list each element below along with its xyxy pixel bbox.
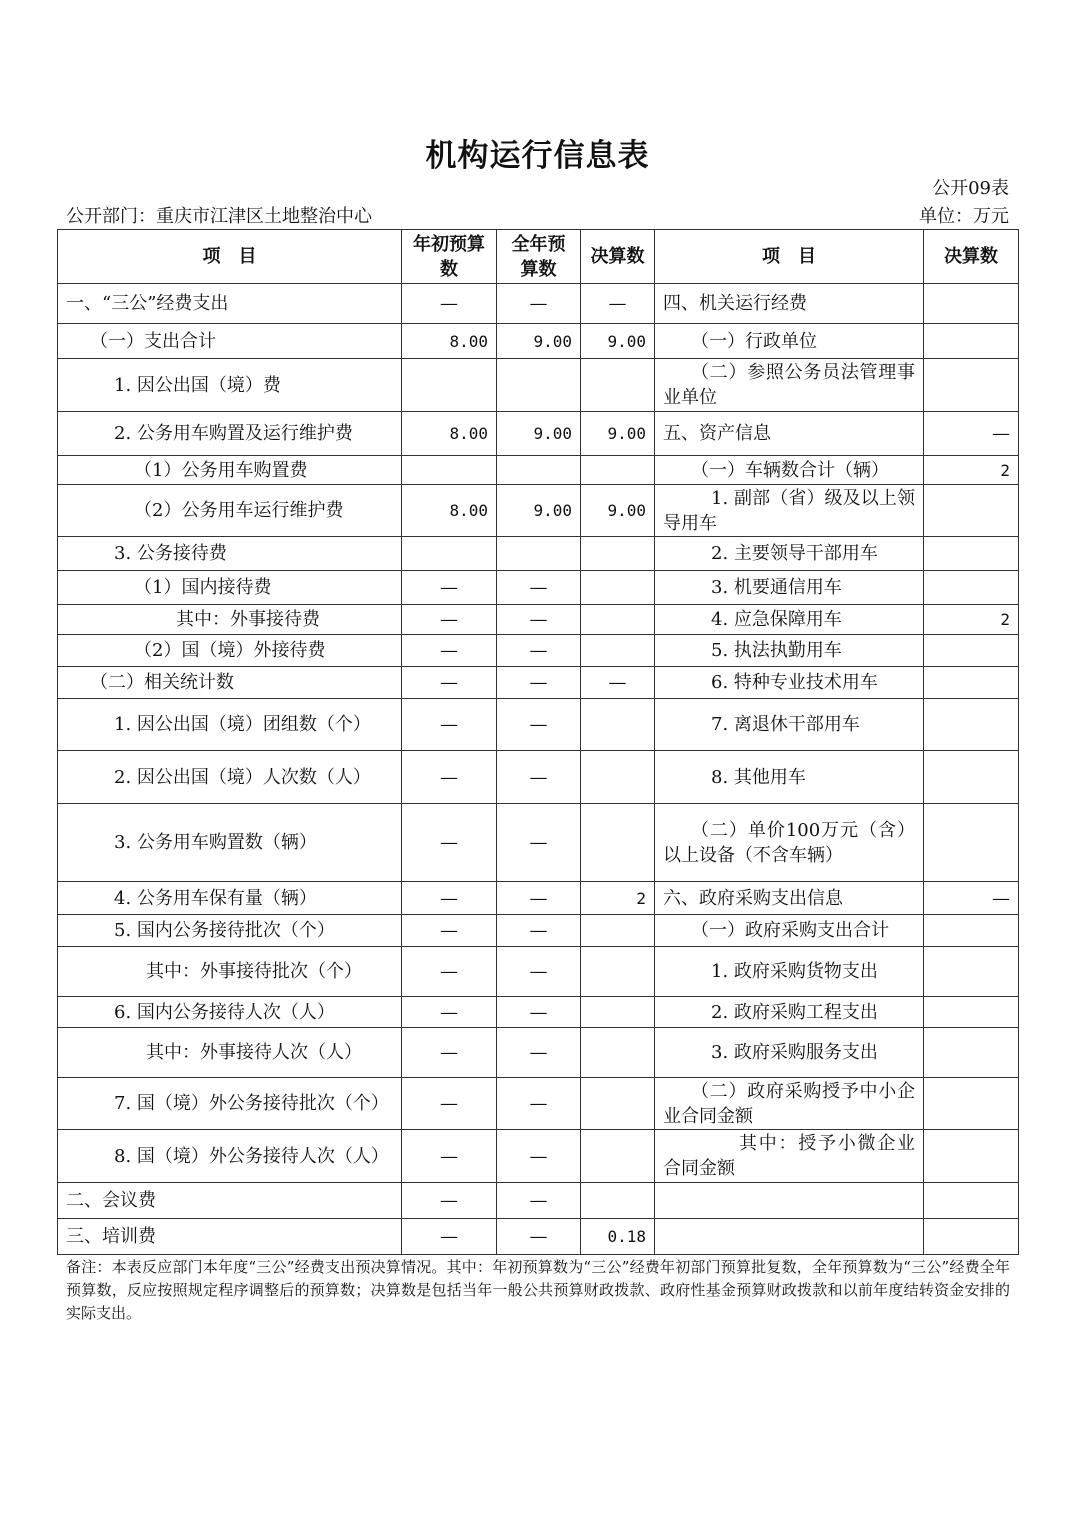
row-label: 2. 因公出国（境）人次数（人） [58, 751, 402, 804]
right-label: 1. 副部（省）级及以上领导用车 [655, 485, 924, 537]
right-value [924, 751, 1019, 804]
right-value: — [924, 412, 1019, 456]
row-label: 5. 国内公务接待批次（个） [58, 915, 402, 947]
page-title: 机构运行信息表 [425, 138, 650, 174]
table-row [58, 1130, 1019, 1183]
table-row [58, 605, 1019, 635]
final-cell [581, 915, 655, 947]
initial-budget-cell [402, 456, 497, 485]
row-label: 1. 因公出国（境）费 [58, 359, 402, 412]
full-budget-cell: — [497, 947, 581, 997]
full-budget-cell: — [497, 997, 581, 1028]
row-label: 8. 国（境）外公务接待人次（人） [58, 1130, 402, 1183]
table-row [58, 947, 1019, 997]
final-cell [581, 605, 655, 635]
right-value [924, 324, 1019, 359]
row-label: （2）国（境）外接待费 [58, 635, 402, 667]
initial-budget-cell: — [402, 882, 497, 915]
info-table [57, 229, 1019, 1255]
right-value [924, 635, 1019, 667]
right-label: （二）政府采购授予中小企业合同金额 [655, 1078, 924, 1130]
right-label: 五、资产信息 [655, 412, 924, 456]
row-label: 4. 公务用车保有量（辆） [58, 882, 402, 915]
initial-budget-cell: — [402, 804, 497, 882]
header-row [58, 230, 1019, 284]
final-cell [581, 947, 655, 997]
table-row [58, 412, 1019, 456]
right-value [924, 1130, 1019, 1183]
right-label: （二）参照公务员法管理事业单位 [655, 359, 924, 412]
right-value: 2 [924, 605, 1019, 635]
final-cell: 9.00 [581, 485, 655, 537]
table-row [58, 699, 1019, 751]
final-cell: 9.00 [581, 412, 655, 456]
final-cell [581, 635, 655, 667]
row-label: （2）公务用车运行维护费 [58, 485, 402, 537]
initial-budget-cell [402, 359, 497, 412]
initial-budget-cell: 8.00 [402, 485, 497, 537]
final-cell [581, 456, 655, 485]
full-budget-cell: — [497, 1183, 581, 1219]
right-label [655, 1183, 924, 1219]
full-budget-cell: — [497, 635, 581, 667]
initial-budget-cell: — [402, 1183, 497, 1219]
header-full-budget: 全年预算数 [497, 230, 581, 284]
initial-budget-cell: — [402, 605, 497, 635]
final-cell: — [581, 284, 655, 324]
full-budget-cell: — [497, 284, 581, 324]
right-value [924, 485, 1019, 537]
final-cell [581, 751, 655, 804]
initial-budget-cell: — [402, 699, 497, 751]
right-label: 其中：授予小微企业合同金额 [655, 1130, 924, 1183]
right-label: 5. 执法执勤用车 [655, 635, 924, 667]
table-row [58, 1219, 1019, 1255]
full-budget-cell [497, 456, 581, 485]
right-label: 2. 主要领导干部用车 [655, 537, 924, 571]
full-budget-cell: 9.00 [497, 485, 581, 537]
initial-budget-cell: — [402, 915, 497, 947]
table-row [58, 751, 1019, 804]
header-initial-budget: 年初预算数 [402, 230, 497, 284]
right-label: 2. 政府采购工程支出 [655, 997, 924, 1028]
table-row [58, 537, 1019, 571]
initial-budget-cell: — [402, 571, 497, 605]
full-budget-cell: — [497, 571, 581, 605]
right-value [924, 284, 1019, 324]
initial-budget-cell: — [402, 667, 497, 699]
full-budget-cell [497, 359, 581, 412]
unit-label: 单位：万元 [919, 206, 1009, 227]
right-label: 六、政府采购支出信息 [655, 882, 924, 915]
header-item-right: 项 目 [655, 230, 924, 284]
final-cell [581, 699, 655, 751]
right-label: 1. 政府采购货物支出 [655, 947, 924, 997]
full-budget-cell: — [497, 1130, 581, 1183]
final-cell [581, 1130, 655, 1183]
right-value [924, 804, 1019, 882]
row-label: 二、会议费 [58, 1183, 402, 1219]
initial-budget-cell: — [402, 635, 497, 667]
initial-budget-cell: — [402, 284, 497, 324]
final-cell: 9.00 [581, 324, 655, 359]
row-label: 7. 国（境）外公务接待批次（个） [58, 1078, 402, 1130]
right-label: （二）单价100万元（含）以上设备（不含车辆） [655, 804, 924, 882]
initial-budget-cell: — [402, 947, 497, 997]
right-label: （一）车辆数合计（辆） [655, 456, 924, 485]
initial-budget-cell: — [402, 751, 497, 804]
table-row [58, 284, 1019, 324]
final-cell [581, 1183, 655, 1219]
full-budget-cell: — [497, 667, 581, 699]
right-label: 四、机关运行经费 [655, 284, 924, 324]
final-cell [581, 571, 655, 605]
full-budget-cell: — [497, 605, 581, 635]
right-label: 8. 其他用车 [655, 751, 924, 804]
table-row [58, 571, 1019, 605]
row-label: 其中：外事接待批次（个） [58, 947, 402, 997]
initial-budget-cell [402, 537, 497, 571]
table-row [58, 1078, 1019, 1130]
table-row [58, 667, 1019, 699]
right-value [924, 947, 1019, 997]
footnote: 备注：本表反应部门本年度“三公”经费支出预决算情况。其中：年初预算数为“三公”经费年初部门预算批复数，全年预算数为“三公”经费全年预算数，反应按照规定程序调整后的预算数；决算数是包括当年一般公共预算财政拨款、政府性基金预算财政拨款和以前年度结转资金安排的实际支出。 [66, 1258, 1010, 1322]
initial-budget-cell: 8.00 [402, 324, 497, 359]
row-label: （1）国内接待费 [58, 571, 402, 605]
right-label: （一）行政单位 [655, 324, 924, 359]
row-label: 2. 公务用车购置及运行维护费 [58, 412, 402, 456]
table-row [58, 804, 1019, 882]
right-label [655, 1219, 924, 1255]
full-budget-cell: 9.00 [497, 412, 581, 456]
row-label: 3. 公务用车购置数（辆） [58, 804, 402, 882]
right-label: 3. 政府采购服务支出 [655, 1028, 924, 1078]
initial-budget-cell: 8.00 [402, 412, 497, 456]
row-label: （1）公务用车购置费 [58, 456, 402, 485]
department-label: 公开部门：重庆市江津区土地整治中心 [66, 206, 372, 227]
header-final: 决算数 [581, 230, 655, 284]
final-cell [581, 1028, 655, 1078]
table-row [58, 997, 1019, 1028]
full-budget-cell: — [497, 751, 581, 804]
initial-budget-cell: — [402, 1130, 497, 1183]
right-label: 6. 特种专业技术用车 [655, 667, 924, 699]
row-label: 其中：外事接待人次（人） [58, 1028, 402, 1078]
right-value [924, 359, 1019, 412]
row-label: （二）相关统计数 [58, 667, 402, 699]
initial-budget-cell: — [402, 1028, 497, 1078]
final-cell [581, 537, 655, 571]
initial-budget-cell: — [402, 1078, 497, 1130]
table-row [58, 915, 1019, 947]
right-value: 2 [924, 456, 1019, 485]
right-value [924, 1183, 1019, 1219]
full-budget-cell: — [497, 882, 581, 915]
final-cell: 0.18 [581, 1219, 655, 1255]
full-budget-cell: — [497, 915, 581, 947]
table-row [58, 456, 1019, 485]
table-row [58, 882, 1019, 915]
header-final-right: 决算数 [924, 230, 1019, 284]
right-value [924, 1078, 1019, 1130]
full-budget-cell: — [497, 1078, 581, 1130]
right-label: 4. 应急保障用车 [655, 605, 924, 635]
right-label: 7. 离退休干部用车 [655, 699, 924, 751]
right-value [924, 667, 1019, 699]
final-cell [581, 359, 655, 412]
right-value [924, 1028, 1019, 1078]
right-value [924, 571, 1019, 605]
row-label: 三、培训费 [58, 1219, 402, 1255]
final-cell [581, 1078, 655, 1130]
table-row [58, 485, 1019, 537]
table-row [58, 635, 1019, 667]
table-row [58, 324, 1019, 359]
right-value [924, 915, 1019, 947]
final-cell [581, 997, 655, 1028]
table-row [58, 1183, 1019, 1219]
right-label: 3. 机要通信用车 [655, 571, 924, 605]
row-label: 1. 因公出国（境）团组数（个） [58, 699, 402, 751]
final-cell [581, 804, 655, 882]
row-label: 3. 公务接待费 [58, 537, 402, 571]
full-budget-cell: — [497, 1219, 581, 1255]
initial-budget-cell: — [402, 1219, 497, 1255]
table-code: 公开09表 [932, 178, 1009, 199]
full-budget-cell: — [497, 1028, 581, 1078]
table-row [58, 359, 1019, 412]
final-cell: — [581, 667, 655, 699]
full-budget-cell: 9.00 [497, 324, 581, 359]
full-budget-cell: — [497, 699, 581, 751]
header-item: 项 目 [58, 230, 402, 284]
row-label: （一）支出合计 [58, 324, 402, 359]
final-cell: 2 [581, 882, 655, 915]
right-value [924, 537, 1019, 571]
full-budget-cell [497, 537, 581, 571]
full-budget-cell: — [497, 804, 581, 882]
initial-budget-cell: — [402, 997, 497, 1028]
row-label: 6. 国内公务接待人次（人） [58, 997, 402, 1028]
right-value [924, 997, 1019, 1028]
right-value [924, 699, 1019, 751]
row-label: 其中：外事接待费 [58, 605, 402, 635]
table-row [58, 1028, 1019, 1078]
right-value: — [924, 882, 1019, 915]
right-label: （一）政府采购支出合计 [655, 915, 924, 947]
right-value [924, 1219, 1019, 1255]
row-label: 一、“三公”经费支出 [58, 284, 402, 324]
